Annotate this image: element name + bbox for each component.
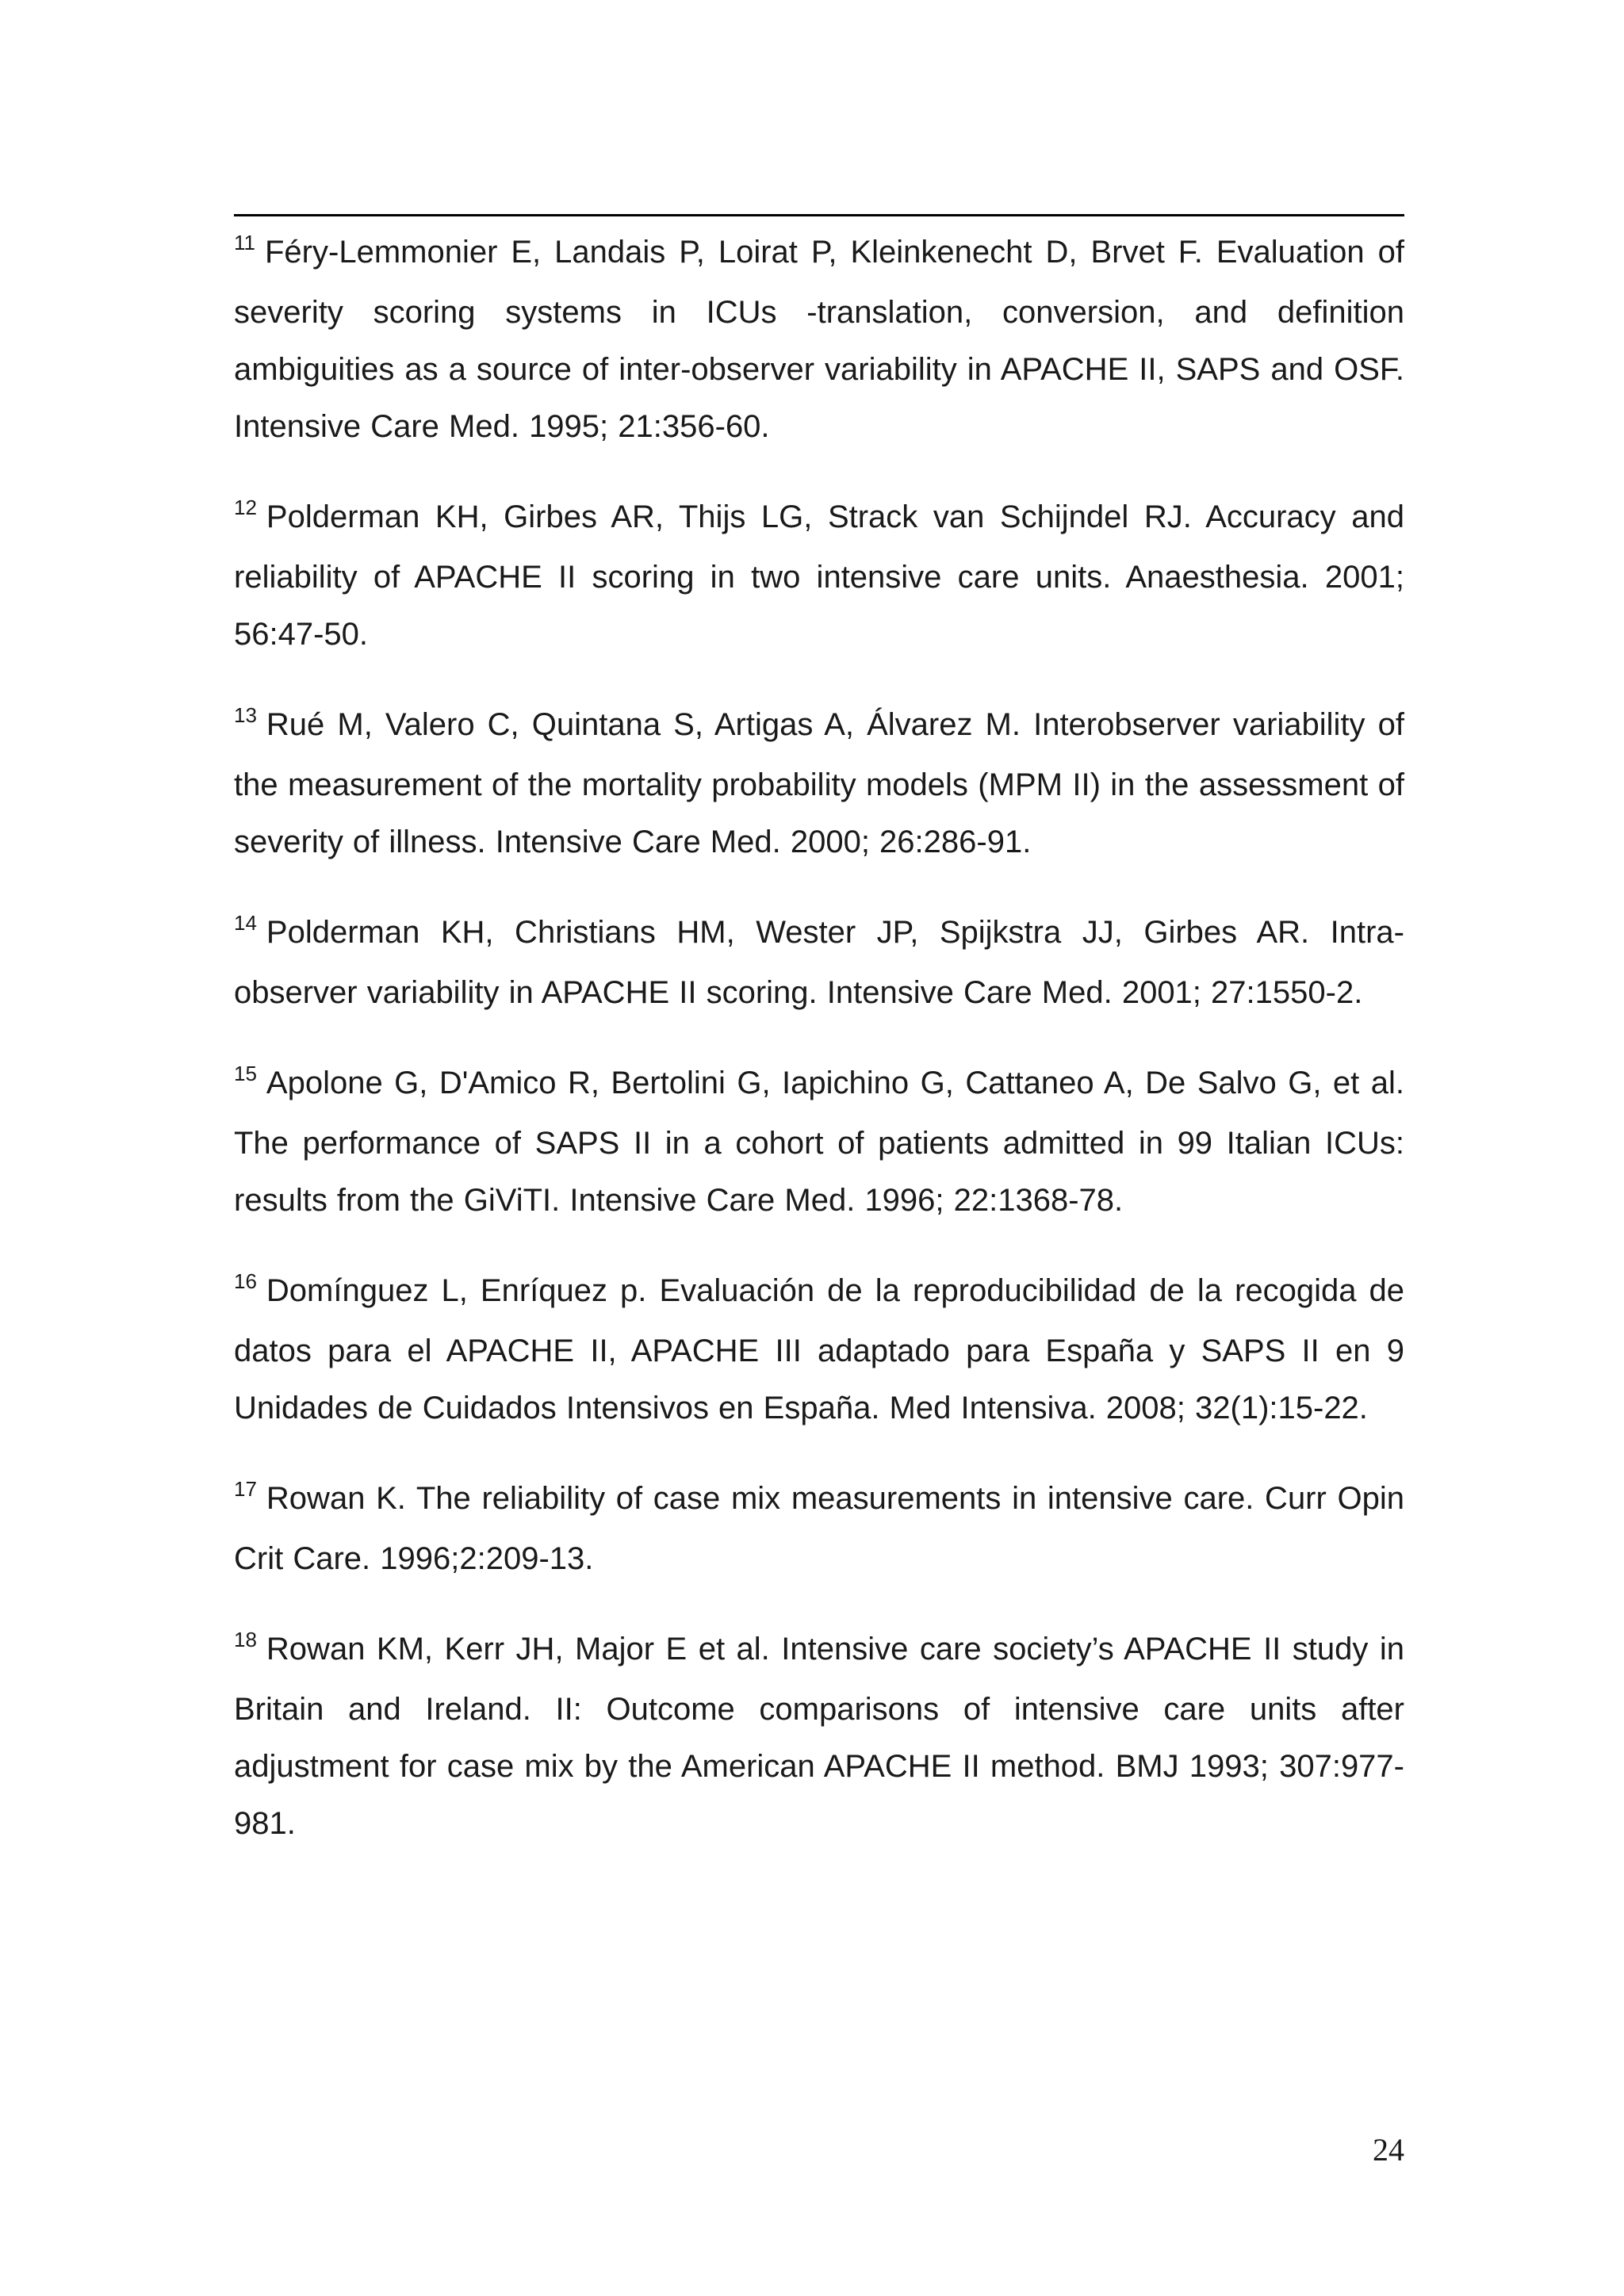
page-number: 24 <box>1373 2132 1404 2168</box>
reference-text: Domínguez L, Enríquez p. Evaluación de la reproducibilidad de la recogida de datos para el APACHE II, APACHE III adaptado para España y SAPS II en 9 Unidades de Cuidados Intensivos en España. Med Intensiva. 2008; 32(1):15-22. <box>234 1273 1404 1425</box>
footnote-separator <box>234 214 1404 216</box>
reference-item <box>234 1054 1404 1229</box>
reference-item <box>234 1262 1404 1437</box>
reference-list <box>234 224 1404 1885</box>
reference-item <box>234 1470 1404 1587</box>
reference-number: 11 <box>234 231 255 254</box>
reference-text: Rowan KM, Kerr JH, Major E et al. Intensive care society’s APACHE II study in Britain and Ireland. II: Outcome comparisons of intensive care units after adjustment for case mix by the American APACHE II method. BMJ 1993; 307:977-981. <box>234 1632 1404 1841</box>
reference-text: Apolone G, D'Amico R, Bertolini G, Iapichino G, Cattaneo A, De Salvo G, et al. The performance of SAPS II in a cohort of patients admitted in 99 Italian ICUs: results from the GiViTI. Intensive Care Med. 1996; 22:1368-78. <box>234 1066 1404 1218</box>
reference-text: Féry-Lemmonier E, Landais P, Loirat P, Kleinkenecht D, Brvet F. Evaluation of severity scoring systems in ICUs -translation, conversion, and definition ambiguities as a source of inter-observer variability in APACHE II, SAPS and OSF. Intensive Care Med. 1995; 21:356-60. <box>234 235 1404 444</box>
reference-item <box>234 696 1404 871</box>
reference-number: 17 <box>234 1477 257 1501</box>
reference-text: Rué M, Valero C, Quintana S, Artigas A, Álvarez M. Interobserver variability of the measurement of the mortality probability models (MPM II) in the assessment of severity of illness. Intensive Care Med. 2000; 26:286-91. <box>234 707 1404 859</box>
reference-number: 18 <box>234 1628 257 1651</box>
reference-item <box>234 1621 1404 1852</box>
reference-number: 15 <box>234 1062 257 1085</box>
reference-number: 16 <box>234 1269 257 1293</box>
reference-text: Polderman KH, Girbes AR, Thijs LG, Strack van Schijndel RJ. Accuracy and reliability of APACHE II scoring in two intensive care units. Anaesthesia. 2001; 56:47-50. <box>234 499 1404 652</box>
reference-number: 12 <box>234 496 257 519</box>
reference-item <box>234 224 1404 455</box>
reference-number: 14 <box>234 911 257 935</box>
reference-item <box>234 904 1404 1021</box>
reference-text: Rowan K. The reliability of case mix measurements in intensive care. Curr Opin Crit Care. 1996;2:209-13. <box>234 1481 1404 1576</box>
reference-text: Polderman KH, Christians HM, Wester JP, Spijkstra JJ, Girbes AR. Intra-observer variability in APACHE II scoring. Intensive Care Med. 2001; 27:1550-2. <box>234 915 1404 1010</box>
reference-item <box>234 488 1404 663</box>
reference-number: 13 <box>234 703 257 727</box>
